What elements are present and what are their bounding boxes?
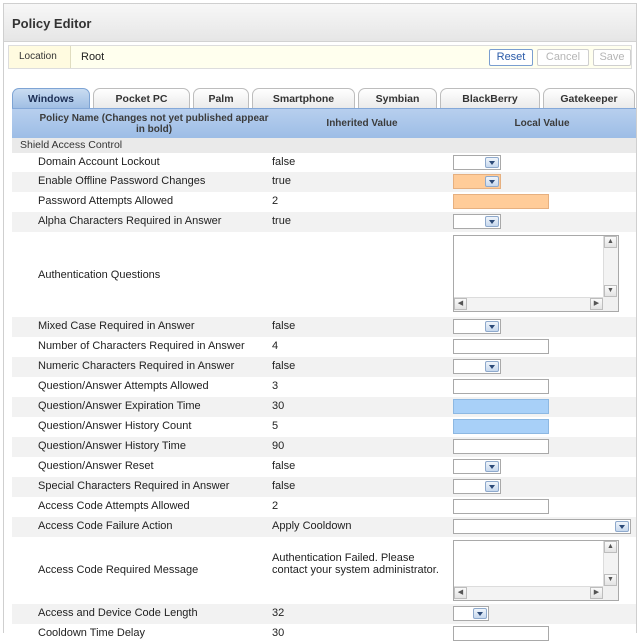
platform-tabs [12,88,636,109]
inherited-value: false [272,156,296,168]
policy-name: Authentication Questions [38,269,161,281]
local-value-select[interactable] [453,319,501,334]
table-row [12,417,636,437]
policy-name: Access Code Required Message [38,564,199,576]
inherited-value: 2 [272,500,279,512]
inherited-value: false [272,360,296,372]
scroll-up-icon[interactable]: ▲ [604,541,617,553]
horizontal-scrollbar[interactable] [454,297,603,311]
policy-table [12,153,636,644]
table-row [12,337,636,357]
local-value-select[interactable] [453,155,501,170]
policy-name: Numeric Characters Required in Answer [38,360,235,372]
local-value-input[interactable] [453,439,549,454]
inherited-value: 4 [272,340,279,352]
local-value-select[interactable] [453,214,501,229]
local-value-input[interactable] [453,339,549,354]
scroll-corner [603,586,618,600]
inherited-value: true [272,175,291,187]
table-row [12,192,636,212]
inherited-value: 2 [272,195,279,207]
chevron-down-icon[interactable] [485,361,499,372]
local-value-input[interactable] [453,379,549,394]
policy-name: Question/Answer History Count [38,420,192,432]
reset-button[interactable]: Reset [489,49,533,66]
inherited-value: 5 [272,420,279,432]
location-label: Location [9,46,71,68]
table-row [12,437,636,457]
table-row [12,377,636,397]
table-row [12,497,636,517]
policy-name: Special Characters Required in Answer [38,480,230,492]
table-row [12,604,636,624]
tab-pocket-pc[interactable]: Pocket PC [93,88,190,109]
table-row [12,397,636,417]
local-value-input[interactable] [453,499,549,514]
local-value-input[interactable] [453,626,549,641]
inherited-value: false [272,480,296,492]
inherited-value: 90 [272,440,285,452]
policy-name: Access Code Failure Action [38,520,173,532]
title-bar [4,4,636,42]
tab-windows[interactable]: Windows [12,88,90,109]
scroll-right-icon[interactable]: ▶ [590,587,603,599]
policy-name-note: (Changes not yet published appear in bold) [101,113,269,135]
inherited-value: 3 [272,380,279,392]
inherited-value: false [272,320,296,332]
chevron-down-icon[interactable] [485,321,499,332]
scroll-left-icon[interactable]: ◀ [454,587,467,599]
chevron-down-icon[interactable] [485,176,499,187]
table-row [12,153,636,172]
table-row [12,537,636,604]
local-value-select[interactable] [453,174,501,189]
tab-palm[interactable]: Palm [193,88,249,109]
chevron-down-icon[interactable] [485,216,499,227]
policy-name-header [38,113,270,135]
cancel-button[interactable]: Cancel [537,49,589,66]
local-value-select[interactable] [453,606,489,621]
inherited-value: 30 [272,627,285,639]
scroll-right-icon[interactable]: ▶ [590,298,603,310]
policy-name: Access and Device Code Length [38,607,198,619]
scroll-down-icon[interactable]: ▼ [604,574,617,586]
chevron-down-icon[interactable] [485,481,499,492]
chevron-down-icon[interactable] [485,461,499,472]
policy-name-label: Policy Name [39,113,99,124]
vertical-scrollbar[interactable] [603,541,618,586]
location-bar [8,45,632,69]
chevron-down-icon[interactable] [615,521,629,532]
local-value-textarea[interactable] [453,235,619,312]
table-row [12,212,636,232]
scroll-left-icon[interactable]: ◀ [454,298,467,310]
policy-name: Mixed Case Required in Answer [38,320,195,332]
tab-smartphone[interactable]: Smartphone [252,88,355,109]
policy-name: Question/Answer Attempts Allowed [38,380,209,392]
policy-name: Password Attempts Allowed [38,195,174,207]
local-value-input[interactable] [453,399,549,414]
column-header [12,108,636,138]
table-row [12,477,636,497]
policy-name: Number of Characters Required in Answer [38,340,245,352]
local-value-header: Local Value [514,118,570,129]
horizontal-scrollbar[interactable] [454,586,603,600]
table-row [12,457,636,477]
policy-name: Question/Answer Expiration Time [38,400,201,412]
failure-action-select[interactable] [453,519,631,534]
local-value-input[interactable] [453,194,549,209]
window-title: Policy Editor [12,16,92,31]
inherited-value: 30 [272,400,285,412]
inherited-value: false [272,460,296,472]
vertical-scrollbar[interactable] [603,236,618,297]
policy-name: Enable Offline Password Changes [38,175,206,187]
policy-editor-window [3,3,637,639]
inherited-value: true [272,215,291,227]
scroll-corner [603,297,618,311]
tab-symbian[interactable]: Symbian [358,88,437,109]
chevron-down-icon[interactable] [485,157,499,168]
local-value-select[interactable] [453,479,501,494]
inherited-value: Apply Cooldown [272,520,352,532]
tab-blackberry[interactable]: BlackBerry [440,88,540,109]
chevron-down-icon[interactable] [473,608,487,619]
policy-name: Domain Account Lockout [38,156,160,168]
policy-name: Cooldown Time Delay [38,627,145,639]
policy-name: Alpha Characters Required in Answer [38,215,222,227]
policy-name: Question/Answer History Time [38,440,186,452]
table-row [12,172,636,192]
inherited-value: Authentication Failed. Please contact your system administrator. [272,552,439,576]
scroll-down-icon[interactable]: ▼ [604,285,617,297]
table-row [12,517,636,537]
inherited-value: 32 [272,607,285,619]
policy-name: Question/Answer Reset [38,460,154,472]
section-header: Shield Access Control [12,138,636,153]
local-value-input[interactable] [453,419,549,434]
local-value-select[interactable] [453,359,501,374]
table-row [12,317,636,337]
table-row [12,232,636,317]
inherited-value-header: Inherited Value [326,118,398,129]
location-value: Root [81,51,105,63]
scroll-up-icon[interactable]: ▲ [604,236,617,248]
policy-name: Access Code Attempts Allowed [38,500,190,512]
table-row [12,357,636,377]
save-button[interactable]: Save [593,49,631,66]
local-value-select[interactable] [453,459,501,474]
tab-gatekeeper[interactable]: Gatekeeper [543,88,635,109]
table-row [12,624,636,644]
local-value-textarea[interactable] [453,540,619,601]
